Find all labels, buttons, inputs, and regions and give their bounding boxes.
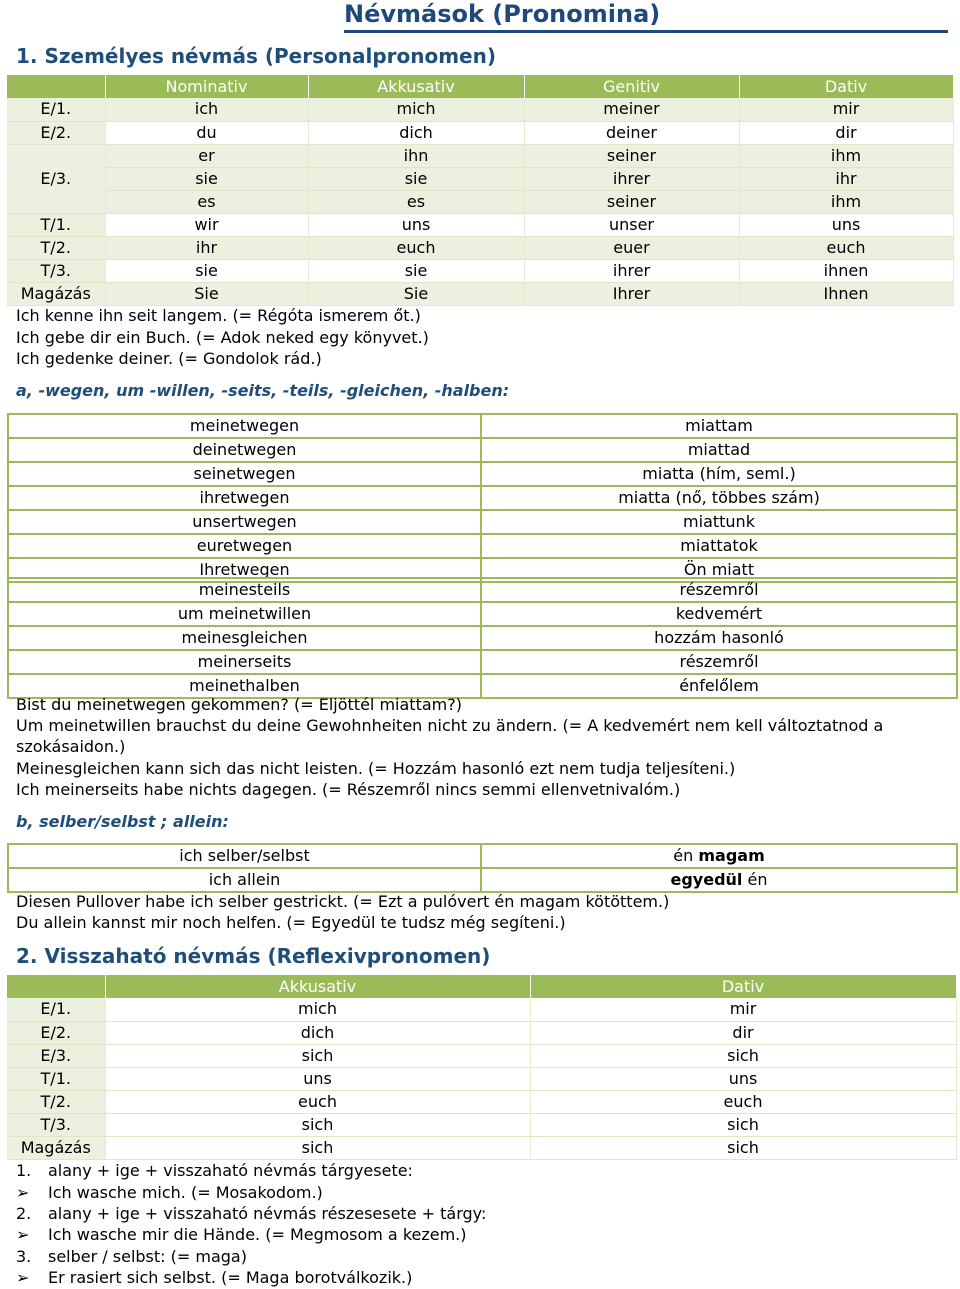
example-line: Ich gedenke deiner. (= Gondolok rád.) [16, 349, 322, 368]
header-cell: Akkusativ [105, 975, 530, 998]
note-text: alany + ige + visszaható névmás részesesete + tárgy: [48, 1204, 487, 1223]
table-cell: dich [105, 1021, 530, 1044]
table-cell: ihm [739, 190, 953, 213]
table-cell: mich [308, 98, 524, 121]
table-cell: er [105, 144, 308, 167]
row-label: T/3. [7, 259, 105, 282]
table-cell: sie [308, 259, 524, 282]
table-cell: du [105, 121, 308, 144]
table-cell: Sie [105, 282, 308, 305]
table-row [7, 98, 953, 121]
table-cell: deinetwegen [8, 438, 481, 462]
title-rule [344, 30, 948, 33]
table-cell: sich [105, 1044, 530, 1067]
table-cell: ihm [739, 144, 953, 167]
example-line: Ich kenne ihn seit langem. (= Régóta ismerem őt.) [16, 306, 421, 325]
reflexive-pronoun-table [7, 975, 957, 1160]
table-row [8, 602, 957, 626]
table-cell: Sie [308, 282, 524, 305]
table-cell: ihrer [524, 259, 739, 282]
note-item [16, 1204, 486, 1224]
table-row [7, 1021, 956, 1044]
table-cell: euch [739, 236, 953, 259]
table-row [8, 534, 957, 558]
table-cell: seinetwegen [8, 462, 481, 486]
table-cell: részemről [481, 578, 957, 602]
seits-table [7, 577, 958, 699]
row-label: T/1. [7, 1067, 105, 1090]
section2-heading: 2. Visszaható névmás (Reflexivpronomen) [16, 944, 491, 968]
note-item [16, 1161, 413, 1181]
table-cell: részemről [481, 650, 957, 674]
table-row [8, 486, 957, 510]
table-cell: dir [739, 121, 953, 144]
table-cell: ich [105, 98, 308, 121]
text-span: én [673, 846, 699, 865]
header-cell: Dativ [739, 75, 953, 98]
table-cell: euch [530, 1090, 956, 1113]
table-cell: ihn [308, 144, 524, 167]
table-row [7, 213, 953, 236]
table-cell: sich [530, 1113, 956, 1136]
table-cell: es [105, 190, 308, 213]
table-cell [481, 868, 957, 892]
table-row [7, 1090, 956, 1113]
table-cell: mich [105, 998, 530, 1021]
table-cell: ich allein [8, 868, 481, 892]
note-item [16, 1183, 323, 1203]
example-line: Du allein kannst mir noch helfen. (= Egyedül te tudsz még segíteni.) [16, 913, 566, 932]
table-cell: sich [105, 1136, 530, 1159]
table-cell: dich [308, 121, 524, 144]
header-cell [7, 75, 105, 98]
table-cell: Ihretwegen [8, 558, 481, 582]
example-line: szokásaidon.) [16, 737, 126, 756]
row-label: T/1. [7, 213, 105, 236]
table-cell: meinerseits [8, 650, 481, 674]
note-marker: 1. [16, 1161, 32, 1180]
note-item [16, 1225, 467, 1245]
table-cell: mir [739, 98, 953, 121]
table-cell: miatta (nő, többes szám) [481, 486, 957, 510]
table-row [8, 462, 957, 486]
subheading-a: a, -wegen, um -willen, -seits, -teils, -gleichen, -halben: [16, 381, 510, 400]
example-line: Ich meinerseits habe nichts dagegen. (= Részemről nincs semmi ellenvetnivalóm.) [16, 780, 681, 799]
table-cell: énfelőlem [481, 674, 957, 698]
table-cell: miatta (hím, seml.) [481, 462, 957, 486]
table-cell: euch [308, 236, 524, 259]
bold-word: magam [698, 846, 765, 865]
table-cell: uns [308, 213, 524, 236]
table-cell: sich [530, 1044, 956, 1067]
table-cell: ihr [739, 167, 953, 190]
example-line: Ich gebe dir ein Buch. (= Adok neked egy könyvet.) [16, 328, 429, 347]
table-cell: Ön miatt [481, 558, 957, 582]
table-row [7, 1136, 956, 1159]
table-row [7, 144, 953, 167]
table-cell: meinesteils [8, 578, 481, 602]
table-cell: meinetwegen [8, 414, 481, 438]
table-cell: um meinetwillen [8, 602, 481, 626]
table-cell: sie [105, 259, 308, 282]
table-row [7, 282, 953, 305]
table-cell: miattam [481, 414, 957, 438]
table-cell: seiner [524, 190, 739, 213]
header-cell [7, 975, 105, 998]
note-item [16, 1268, 412, 1288]
note-marker: 3. [16, 1247, 32, 1266]
table-cell: wir [105, 213, 308, 236]
note-text: Ich wasche mir die Hände. (= Megmosom a kezem.) [48, 1225, 467, 1244]
table-cell: meiner [524, 98, 739, 121]
table-cell: miattatok [481, 534, 957, 558]
table-cell: meinethalben [8, 674, 481, 698]
row-label: Magázás [7, 1136, 105, 1159]
table-cell: es [308, 190, 524, 213]
note-text: selber / selbst: (= maga) [48, 1247, 247, 1266]
section1-heading: 1. Személyes névmás (Personalpronomen) [16, 44, 496, 68]
note-marker: ➢ [16, 1225, 30, 1244]
row-label: E/1. [7, 998, 105, 1021]
table-cell: seiner [524, 144, 739, 167]
note-marker: ➢ [16, 1183, 30, 1202]
selbst-table [7, 843, 958, 893]
subheading-b: b, selber/selbst ; allein: [16, 812, 229, 831]
table-row [8, 626, 957, 650]
personal-pronoun-table [7, 75, 954, 306]
note-text: Er rasiert sich selbst. (= Maga borotválkozik.) [48, 1268, 413, 1287]
table-cell: sie [105, 167, 308, 190]
table-cell: euretwegen [8, 534, 481, 558]
header-cell: Akkusativ [308, 75, 524, 98]
table-cell: euer [524, 236, 739, 259]
table-cell: uns [530, 1067, 956, 1090]
table-cell: uns [105, 1067, 530, 1090]
table-row [7, 167, 953, 190]
table-row [7, 998, 956, 1021]
row-label: E/1. [7, 98, 105, 121]
header-cell: Nominativ [105, 75, 308, 98]
table-cell: kedvemért [481, 602, 957, 626]
table-cell: ihnen [739, 259, 953, 282]
table-row [7, 259, 953, 282]
table-row [7, 190, 953, 213]
row-label: T/3. [7, 1113, 105, 1136]
table-cell [481, 844, 957, 868]
table-cell: miattad [481, 438, 957, 462]
table-cell: unser [524, 213, 739, 236]
table-cell: ich selber/selbst [8, 844, 481, 868]
table-row [8, 510, 957, 534]
table-row [8, 578, 957, 602]
row-label: E/3. [7, 1044, 105, 1067]
page-title-block [0, 0, 960, 30]
table-row [8, 868, 957, 892]
row-label: E/2. [7, 1021, 105, 1044]
example-line: Diesen Pullover habe ich selber gestrickt. (= Ezt a pulóvert én magam kötöttem.) [16, 892, 670, 911]
table-cell: unsertwegen [8, 510, 481, 534]
table-cell: meinesgleichen [8, 626, 481, 650]
example-line: Meinesgleichen kann sich das nicht leisten. (= Hozzám hasonló ezt nem tudja teljesíteni.) [16, 759, 736, 778]
table-cell: sich [105, 1113, 530, 1136]
table-cell: deiner [524, 121, 739, 144]
note-text: Ich wasche mich. (= Mosakodom.) [48, 1183, 323, 1202]
table-cell: ihrer [524, 167, 739, 190]
table-row [7, 121, 953, 144]
note-text: alany + ige + visszaható névmás tárgyesete: [48, 1161, 413, 1180]
header-cell: Genitiv [524, 75, 739, 98]
row-label: Magázás [7, 282, 105, 305]
header-cell: Dativ [530, 975, 956, 998]
wegen-table [7, 413, 958, 583]
table-cell: dir [530, 1021, 956, 1044]
example-line: Bist du meinetwegen gekommen? (= Eljöttél miattam?) [16, 695, 462, 714]
table-row [8, 414, 957, 438]
table-cell: sich [530, 1136, 956, 1159]
note-marker: 2. [16, 1204, 32, 1223]
table-cell: Ihnen [739, 282, 953, 305]
table-cell: uns [739, 213, 953, 236]
table-cell: sie [308, 167, 524, 190]
table-cell: euch [105, 1090, 530, 1113]
table-row [7, 1044, 956, 1067]
table-cell: ihr [105, 236, 308, 259]
note-item [16, 1247, 247, 1267]
table-row [7, 1067, 956, 1090]
table-row [8, 438, 957, 462]
table-row [7, 236, 953, 259]
text-span: én [742, 870, 768, 889]
note-marker: ➢ [16, 1268, 30, 1287]
table-cell: mir [530, 998, 956, 1021]
table-row [7, 1113, 956, 1136]
row-label: T/2. [7, 1090, 105, 1113]
table-row [8, 650, 957, 674]
table-row [8, 844, 957, 868]
example-line: Um meinetwillen brauchst du deine Gewohnheiten nicht zu ändern. (= A kedvemért nem kell változtatnod a [16, 716, 884, 735]
table-cell: Ihrer [524, 282, 739, 305]
row-label: T/2. [7, 236, 105, 259]
row-label: E/3. [7, 144, 105, 213]
table-header-row [7, 975, 956, 998]
table-cell: miattunk [481, 510, 957, 534]
page-title: Névmások (Pronomina) [344, 0, 661, 28]
table-header-row [7, 75, 953, 98]
table-cell: ihretwegen [8, 486, 481, 510]
row-label: E/2. [7, 121, 105, 144]
bold-word: egyedül [670, 870, 743, 889]
table-cell: hozzám hasonló [481, 626, 957, 650]
